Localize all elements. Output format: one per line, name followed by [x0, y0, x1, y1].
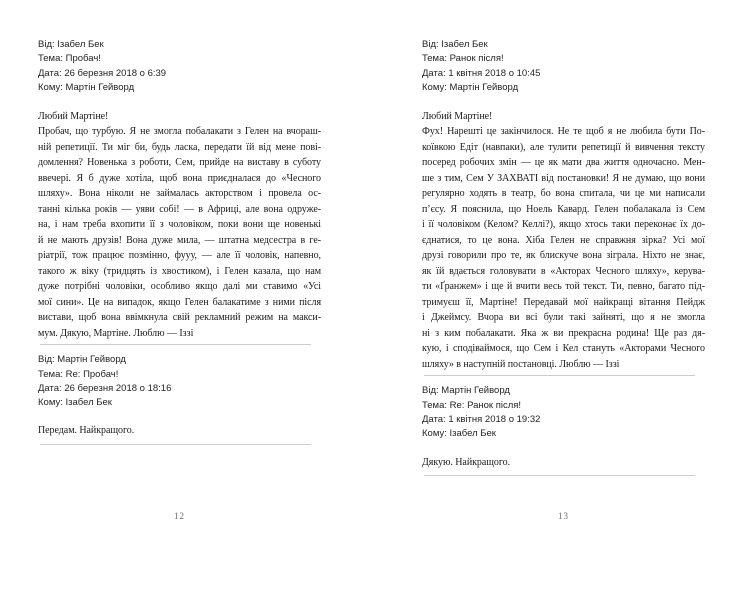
page-right [422, 0, 705, 602]
body-line: на, і нам треба вхопити її з чоловіком, поки вони ще новенькі [38, 219, 321, 231]
body-line: мої сини». Це на випадок, якщо Гелен балакатиме з ними після [38, 296, 321, 308]
body-line: єднатися, то це вона. Хіба Гелен не справжня зірка? Усі мої [422, 234, 705, 246]
body-line: шляху» в наступній постановці. Люблю — Іззі [422, 358, 620, 370]
email-from: Від: Ізабел Бек [38, 39, 104, 50]
email-from: Від: Мартін Гейворд [422, 385, 510, 397]
body-line: регулярно ходять в театр, бо вона спитала, чи це ми написали [422, 188, 705, 200]
email-date: Дата: 1 квітня 2018 о 10:45 [422, 67, 541, 79]
email-body [38, 109, 321, 342]
email-header [422, 38, 705, 96]
body-line: домлення? Новенька з роботи, Сем, прийде на виставу в суботу [38, 157, 321, 169]
email-body [422, 109, 705, 373]
body-line: і її чоловіком (Келом? Келлі?), якщо хтось таки переконає їх до- [422, 219, 705, 231]
email-from: Від: Мартін Гейворд [38, 354, 126, 366]
email-message-1 [38, 38, 321, 341]
body-line: ні з ким побалакати. Яка ж ви прекрасна родина! Ще раз дя- [422, 327, 705, 339]
body-line: дуже потрібні чоловіки, особливо якщо далі ми ставимо «Усі [38, 281, 321, 293]
email-body [422, 455, 705, 471]
body-line: п’єсу. Я пояснила, що Ноель Кавард. Гелен побалакала із Сем [422, 203, 705, 215]
body-line: ше з тим, Сем У ЗАХВАТІ від постановки! Я не думаю, що вони [422, 172, 705, 184]
email-subject: Тема: Пробач! [38, 53, 101, 65]
email-header [422, 384, 705, 442]
body-line: тримуєш її, Мартіне! Передавай мої найкращі вітання Пейдж [422, 296, 705, 308]
email-header [38, 38, 321, 96]
separator-rule [424, 475, 695, 476]
email-to: Кому: Мартін Гейворд [422, 82, 519, 94]
separator-rule [424, 375, 695, 376]
email-header [38, 353, 321, 411]
body-line: Пробач, що турбую. Я не змогла побалакати з Гелен на вчораш- [38, 126, 321, 138]
body-line: мум. Дякую, Мартіне. Люблю — Іззі [38, 327, 194, 339]
body-line: Фух! Нарешті це закінчилося. Не те щоб я не любила бути По- [422, 126, 705, 138]
body-line: ти «Ґранжем» і ще й вчити весь той текст. Ти, певно, багато під- [422, 281, 705, 293]
page-number: 12 [174, 511, 185, 521]
body-line: й не мають друзів! Вона дуже мила, — штатна медсестра в ге- [38, 234, 321, 246]
body-line: посеред робочих змін — це як мати два життя одночасно. Мен- [422, 157, 705, 169]
email-subject: Тема: Re: Ранок після! [422, 399, 522, 411]
body-line: ній репетиції. Ти міг би, будь ласка, передати їй від мене пові- [38, 141, 321, 153]
separator-rule [40, 444, 311, 445]
separator-rule [40, 344, 311, 345]
email-message-4 [422, 384, 705, 470]
body-line: шляху». Вона ніколи не займалась акторством і провела ос- [38, 188, 321, 200]
email-message-2 [38, 353, 321, 438]
email-to: Кому: Ізабел Бек [38, 397, 112, 409]
email-date: Дата: 1 квітня 2018 о 19:32 [422, 413, 541, 425]
body-line: друзі говорили про те, як блискуче вона зіграла. Ніхто не знає, [422, 250, 705, 262]
body-line: ввечері. Я б дуже хотіла, щоб вона приєдналася до «Чесного [38, 172, 321, 184]
email-to: Кому: Мартін Гейворд [38, 82, 135, 94]
body-line: такого ж віку (тридцять із хвостиком), і Гелен казала, що нам [38, 265, 321, 277]
body-line: Передам. Найкращого. [38, 424, 135, 436]
email-to: Кому: Ізабел Бек [422, 428, 496, 440]
email-message-3 [422, 38, 705, 372]
body-line: коївкою Едіт (навпаки), але тулити репетиції й вивчення тексту [422, 141, 705, 153]
body-line: і Джеймсу. Вчора ви всі були такі зайняті, що я не змогла [422, 312, 705, 324]
body-line: Дякую. Найкращого. [422, 456, 511, 468]
email-subject: Тема: Re: Пробач! [38, 368, 119, 380]
email-from: Від: Ізабел Бек [422, 39, 488, 50]
email-greeting: Любий Мартіне! [422, 110, 493, 122]
body-line: танні кілька років — уяви собі! — в Африці, але вона одруже- [38, 203, 321, 215]
body-line: вистави, щоб вона ввімкнула свій рекламний режим на макси- [38, 312, 321, 324]
page-number: 13 [558, 511, 569, 521]
body-line: кую, і сподіваймося, що Сем і Кел стануть «Акторами Чесного [422, 343, 705, 355]
email-greeting: Любий Мартіне! [38, 110, 109, 122]
email-subject: Тема: Ранок після! [422, 53, 504, 65]
body-line: ріатрії, тож працює позмінно, фууу, — але її чоловік, напевно, [38, 250, 321, 262]
email-date: Дата: 26 березня 2018 о 18:16 [38, 382, 172, 394]
email-date: Дата: 26 березня 2018 о 6:39 [38, 67, 167, 79]
body-line: як їй вдається головувати в «Акторах Чесного шляху», керува- [422, 265, 705, 277]
page-left [38, 0, 321, 602]
email-body [38, 423, 321, 439]
